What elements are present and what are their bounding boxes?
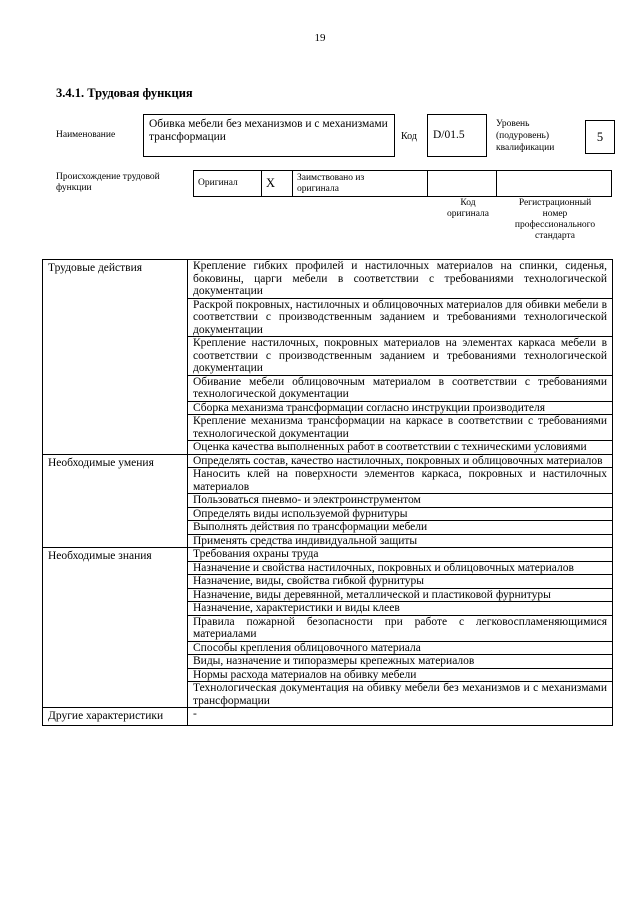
function-name-value: Обивка мебели без механизмов и с механизмами трансформации <box>143 114 395 157</box>
original-code-cell <box>428 171 497 197</box>
reg-caption-line-1: Регистрационный <box>518 198 592 208</box>
item-cell: Обивание мебели облицовочным материалом в соответствии с требованиями технологической документации <box>188 375 613 401</box>
item-cell: Применять средства индивидуальной защиты <box>188 534 613 548</box>
item-cell: Оценка качества выполненных работ в соответствии с техническими условиями <box>188 441 613 455</box>
table-row <box>43 454 613 468</box>
level-label-line-1: Уровень <box>496 119 530 129</box>
category-cell: Трудовые действия <box>43 260 188 455</box>
item-cell: Определять состав, качество настилочных, покровных и облицовочных материалов <box>188 454 613 468</box>
origin-label <box>56 172 160 194</box>
item-cell: Крепление гибких профилей и настилочных материалов на спинки, сиденья, боковины, царги мебели в соответствии с требованиями технологической документации <box>188 260 613 299</box>
item-cell: - <box>188 708 613 726</box>
reg-caption-line-4: стандарта <box>535 231 575 241</box>
item-cell: Виды, назначение и типоразмеры крепежных материалов <box>188 655 613 669</box>
origin-label-line-1: Происхождение трудовой <box>56 172 160 182</box>
reg-caption-line-2: номер <box>542 209 568 219</box>
item-cell: Назначение, виды деревянной, металлической и пластиковой фурнитуры <box>188 588 613 602</box>
item-cell: Раскрой покровных, настилочных и облицовочных материалов для обивки мебели в соответствии с производственным заданием и требованиями технологической документации <box>188 298 613 337</box>
original-mark: X <box>262 171 293 197</box>
level-label-line-3: квалификации <box>496 143 555 153</box>
item-cell: Правила пожарной безопасности при работе с легковоспламеняющимися материалами <box>188 615 613 641</box>
item-cell: Способы крепления облицовочного материала <box>188 641 613 655</box>
item-cell: Пользоваться пневмо- и электроинструментом <box>188 494 613 508</box>
code-value: D/01.5 <box>427 114 487 157</box>
item-cell: Назначение и свойства настилочных, покровных и облицовочных материалов <box>188 561 613 575</box>
item-cell: Требования охраны труда <box>188 548 613 562</box>
level-label <box>496 118 554 154</box>
item-cell: Наносить клей на поверхности элементов каркаса, покровных и настилочных материалов <box>188 468 613 494</box>
borrowed-label <box>293 171 428 197</box>
code-caption-line-1: Код <box>460 198 476 208</box>
item-cell: Назначение, виды, свойства гибкой фурнитуры <box>188 575 613 589</box>
code-caption <box>438 198 498 220</box>
name-label: Наименование <box>56 130 116 140</box>
page-number: 19 <box>314 32 326 44</box>
code-label: Код <box>401 131 417 142</box>
item-cell: Крепление настилочных, покровных материалов на элементах каркаса мебели в соответствии с производственным заданием и требованиями технологической документации <box>188 337 613 376</box>
table-row <box>43 260 613 299</box>
reg-caption <box>500 198 610 242</box>
reg-number-cell <box>497 171 612 197</box>
table-row <box>43 548 613 562</box>
origin-table <box>193 170 612 197</box>
item-cell: Крепление механизма трансформации на каркасе в соответствии с требованиями технологической документации <box>188 415 613 441</box>
level-value: 5 <box>585 120 615 154</box>
original-label: Оригинал <box>194 171 262 197</box>
function-table <box>42 259 613 726</box>
item-cell: Выполнять действия по трансформации мебели <box>188 521 613 535</box>
category-cell: Необходимые знания <box>43 548 188 708</box>
code-caption-line-2: оригинала <box>447 209 489 219</box>
category-cell: Другие характеристики <box>43 708 188 726</box>
category-cell: Необходимые умения <box>43 454 188 548</box>
reg-caption-line-3: профессионального <box>514 220 596 230</box>
item-cell: Сборка механизма трансформации согласно инструкции производителя <box>188 401 613 415</box>
level-label-line-2: (подуровень) <box>496 131 550 141</box>
table-row <box>43 708 613 726</box>
item-cell: Нормы расхода материалов на обивку мебели <box>188 668 613 682</box>
borrowed-label-line-1: Заимствовано из <box>297 172 365 183</box>
item-cell: Технологическая документация на обивку мебели без механизмов и с механизмами трансформации <box>188 682 613 708</box>
item-cell: Определять виды используемой фурнитуры <box>188 507 613 521</box>
borrowed-label-line-2: оригинала <box>297 183 339 194</box>
origin-label-line-2: функции <box>56 183 92 193</box>
section-title: 3.4.1. Трудовая функция <box>56 86 193 100</box>
item-cell: Назначение, характеристики и виды клеев <box>188 602 613 616</box>
